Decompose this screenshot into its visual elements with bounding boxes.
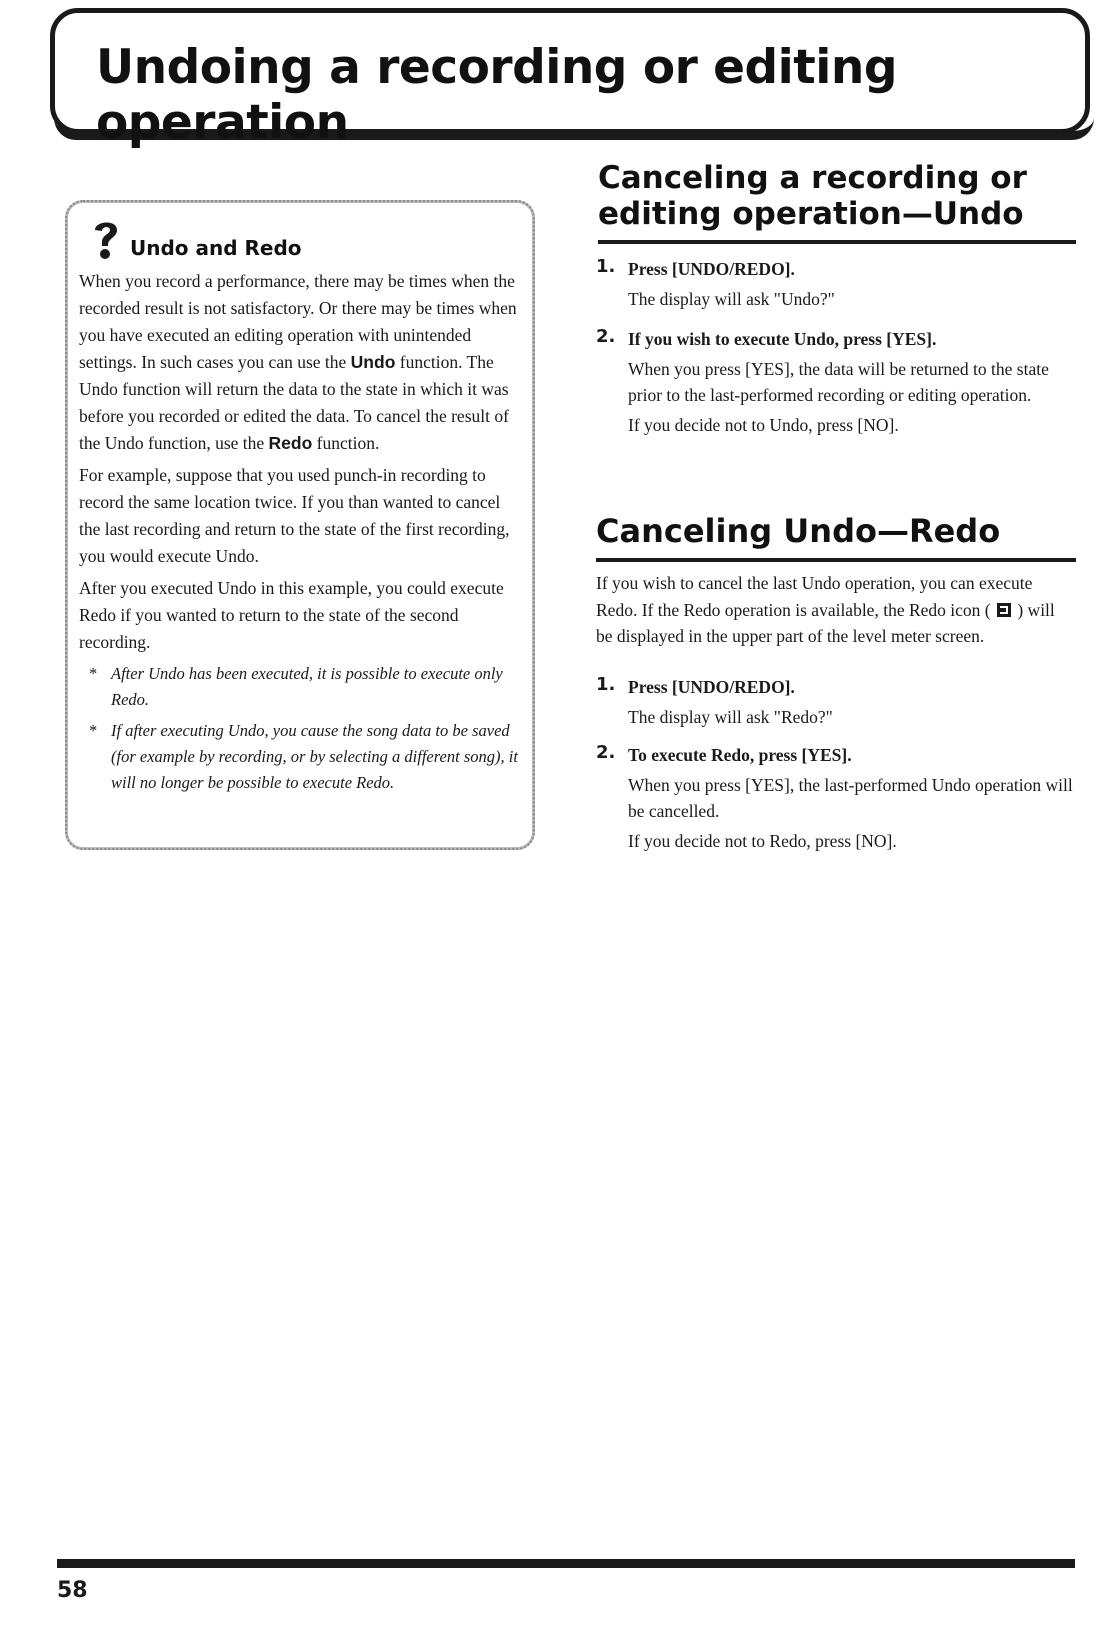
footer-rule xyxy=(57,1559,1075,1568)
redo-step-2 xyxy=(596,742,1078,854)
step-heading: If you wish to execute Undo, press [YES]. xyxy=(628,329,937,349)
tip-paragraph-1 xyxy=(79,268,525,457)
tip-body xyxy=(79,268,525,801)
redo-intro-text-a: If you wish to cancel the last Undo operation, you can execute Redo. If the Redo operation is available, the Redo icon ( xyxy=(596,573,1033,620)
tip-note-1 xyxy=(79,661,525,713)
step-number: 1. xyxy=(596,674,616,695)
tip-paragraph-2: For example, suppose that you used punch-in recording to record the same location twice. If you than wanted to cancel the last recording and return to the state of the first recording, you would execute Undo. xyxy=(79,465,510,566)
question-mark-icon xyxy=(92,218,120,260)
step-heading: Press [UNDO/REDO]. xyxy=(628,677,795,697)
redo-term: Redo xyxy=(268,433,313,453)
section-title-undo: Canceling a recording or editing operation—Undo xyxy=(598,160,1076,244)
step-text: When you press [YES], the last-performed Undo operation will be cancelled. xyxy=(628,775,1073,821)
undo-step-1 xyxy=(596,256,1078,312)
step-number: 2. xyxy=(596,742,616,763)
redo-intro-text-b: ) will be displayed in the upper part of the level meter screen. xyxy=(596,599,1055,646)
note-asterisk: * xyxy=(89,664,98,683)
step-text: If you decide not to Undo, press [NO]. xyxy=(628,415,899,435)
step-number: 2. xyxy=(596,326,616,347)
tip-note-2 xyxy=(79,718,525,796)
tip-note-2-text: If after executing Undo, you cause the song data to be saved (for example by recording, or by selecting a different song), it will no longer be possible to execute Redo. xyxy=(111,721,518,792)
step-heading: Press [UNDO/REDO]. xyxy=(628,259,795,279)
step-text: The display will ask "Redo?" xyxy=(628,707,833,727)
tip-p1-text-e: function. xyxy=(312,433,380,453)
section-title-redo: Canceling Undo—Redo xyxy=(596,512,1076,562)
undo-term: Undo xyxy=(350,352,396,372)
note-asterisk: * xyxy=(89,721,98,740)
step-text: The display will ask "Undo?" xyxy=(628,289,835,309)
redo-step-1 xyxy=(596,674,1078,730)
step-heading: To execute Redo, press [YES]. xyxy=(628,745,852,765)
page-title: Undoing a recording or editing operation xyxy=(96,40,897,150)
redo-indicator-icon xyxy=(997,603,1011,617)
tip-paragraph-3: After you executed Undo in this example, you could execute Redo if you wanted to return to the state of the second recording. xyxy=(79,578,504,652)
undo-step-2 xyxy=(596,326,1078,438)
step-text: When you press [YES], the data will be returned to the state prior to the last-performed recording or editing operation. xyxy=(628,359,1049,405)
tip-p1-text-a: When you record a performance, there may be times when the recorded result is not satisfactory. Or there may be times when you have executed an editing operation with unintended settings. In such cases you can use the xyxy=(79,271,517,372)
tip-heading: Undo and Redo xyxy=(130,236,302,260)
redo-intro xyxy=(596,570,1066,650)
step-number: 1. xyxy=(596,256,616,277)
tip-note-1-text: After Undo has been executed, it is possible to execute only Redo. xyxy=(111,664,503,709)
page-number: 58 xyxy=(57,1578,88,1603)
step-text: If you decide not to Redo, press [NO]. xyxy=(628,831,897,851)
tip-p1-text-c: function. The Undo function will return the data to the state in which it was before you recorded or edited the data. To cancel the result of the Undo function, use the xyxy=(79,352,509,453)
